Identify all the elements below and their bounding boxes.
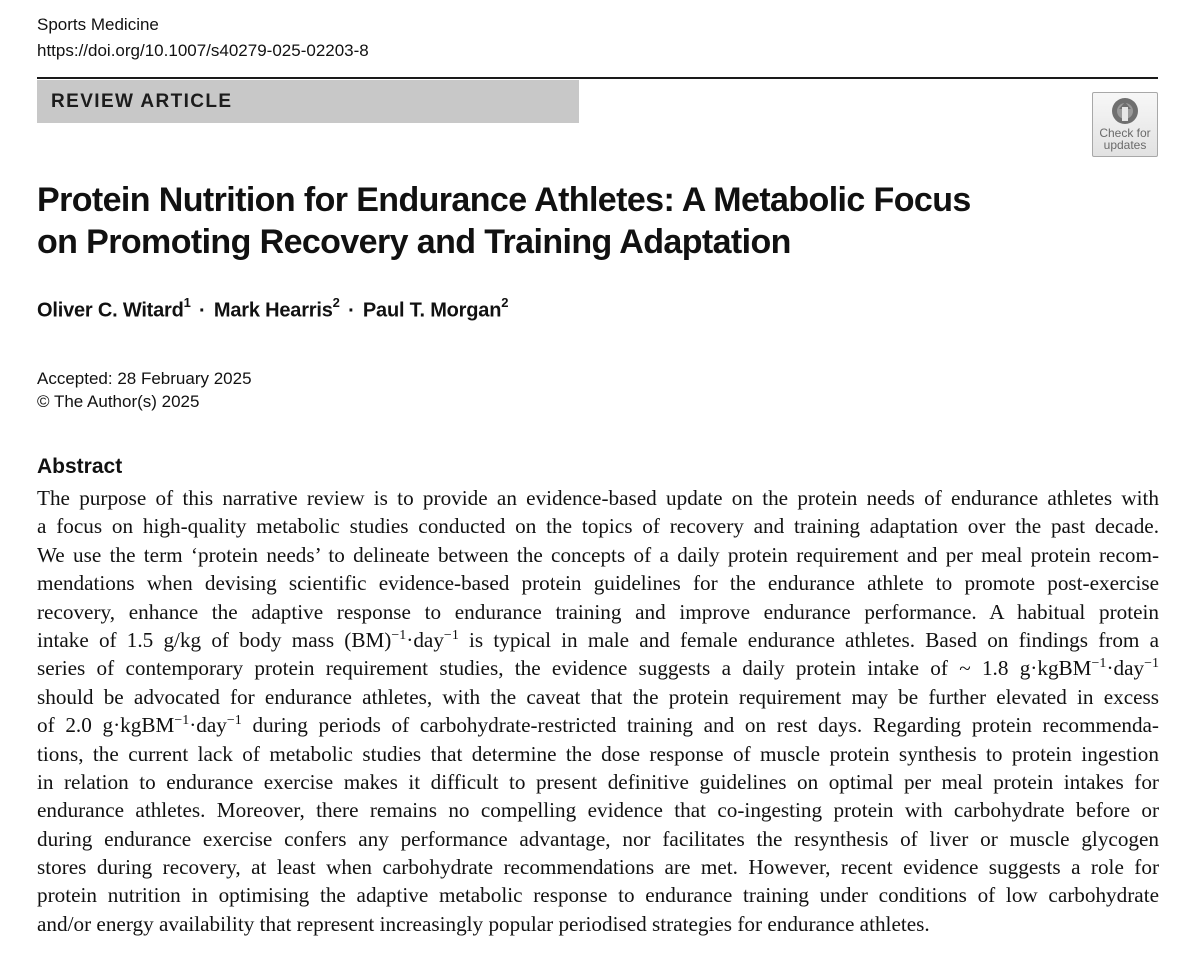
abstract-text-run: is typical in male and female endurance athletes. Based on findings from a bbox=[458, 627, 1159, 652]
abstract-text-run: and/or energy availability that represent increasingly popular periodised strategies for endurance athletes. bbox=[37, 911, 930, 936]
abstract-line bbox=[37, 683, 1159, 711]
author-separator: · bbox=[199, 299, 206, 322]
crossmark-icon bbox=[1108, 96, 1142, 126]
article-type-banner: REVIEW ARTICLE bbox=[37, 80, 579, 123]
superscript-exponent: −1 bbox=[1091, 656, 1107, 672]
abstract-line-text bbox=[37, 628, 1159, 652]
abstract-line-text bbox=[37, 742, 1159, 766]
abstract-line-text bbox=[37, 770, 1159, 794]
superscript-exponent: −1 bbox=[391, 627, 407, 643]
abstract-text-run: tions, the current lack of metabolic studies that determine the dose response of muscle protein synthesis to protein ingestion bbox=[37, 741, 1159, 766]
affiliation-marker[interactable]: 2 bbox=[332, 295, 340, 310]
affiliation-marker[interactable]: 1 bbox=[183, 295, 191, 310]
check-for-updates-label: Check for updates bbox=[1099, 126, 1151, 152]
header-rule bbox=[37, 77, 1158, 79]
affiliation-marker[interactable]: 2 bbox=[501, 295, 509, 310]
abstract-text-run: series of contemporary protein requirement studies, the evidence suggests a daily protein intake of ~ 1.8 g·kgBM bbox=[37, 656, 1092, 681]
author-name[interactable]: Paul T. Morgan bbox=[362, 299, 502, 322]
abstract-line-text bbox=[37, 656, 1159, 680]
abstract-line-text bbox=[37, 543, 1159, 567]
abstract-text-run: stores during recovery, at least when carbohydrate recommendations are met. However, recent evidence suggests a role for bbox=[37, 855, 1159, 880]
abstract-text-run: should be advocated for endurance athletes, with the caveat that the protein requirement may be further elevated in excess bbox=[37, 684, 1159, 709]
author-name[interactable]: Oliver C. Witard bbox=[37, 299, 184, 322]
title-line: Protein Nutrition for Endurance Athletes: A Metabolic Focus bbox=[37, 181, 971, 219]
abstract-text-run: intake of 1.5 g/kg of body mass (BM) bbox=[37, 627, 392, 652]
abstract-line bbox=[37, 711, 1159, 739]
abstract-text-run: during periods of carbohydrate-restricted training and on rest days. Regarding protein recommenda- bbox=[241, 713, 1159, 738]
abstract-text-run: ·day bbox=[189, 713, 227, 738]
abstract-line bbox=[37, 654, 1159, 682]
author-name[interactable]: Mark Hearris bbox=[213, 299, 333, 322]
check-for-updates-badge[interactable] bbox=[1092, 92, 1158, 157]
abstract-line bbox=[37, 569, 1159, 597]
abstract-line bbox=[37, 825, 1159, 853]
superscript-exponent: −1 bbox=[443, 627, 459, 643]
abstract-text-run: The purpose of this narrative review is to provide an evidence-based update on the protein needs of endurance athletes with bbox=[37, 486, 1159, 510]
abstract-text-run: endurance athletes. Moreover, there remains no compelling evidence that co-ingesting protein with carbohydrate before or bbox=[37, 798, 1159, 823]
abstract-text-run: during endurance exercise confers any performance advantage, nor facilitates the resynthesis of liver or muscle glycogen bbox=[37, 826, 1159, 851]
abstract-text-run: in relation to endurance exercise makes it difficult to present definitive guidelines on optimal per meal protein intakes for bbox=[37, 769, 1159, 794]
abstract-text-run: recovery, enhance the adaptive response to endurance training and improve endurance performance. A habitual protein bbox=[37, 599, 1159, 624]
accepted-date: Accepted: 28 February 2025 bbox=[37, 369, 252, 388]
abstract-line bbox=[37, 853, 1159, 881]
author-separator: · bbox=[348, 299, 355, 322]
copyright-notice: © The Author(s) 2025 bbox=[37, 392, 200, 411]
journal-name: Sports Medicine bbox=[37, 15, 159, 34]
abstract-line-text bbox=[37, 912, 930, 936]
abstract-line bbox=[37, 598, 1159, 626]
article-title bbox=[37, 179, 1037, 263]
abstract-line bbox=[37, 626, 1159, 654]
abstract-line bbox=[37, 796, 1159, 824]
abstract-line bbox=[37, 541, 1159, 569]
abstract-line bbox=[37, 512, 1159, 540]
abstract-line-text bbox=[37, 685, 1159, 709]
superscript-exponent: −1 bbox=[1144, 656, 1159, 672]
abstract-line-text bbox=[37, 600, 1159, 624]
abstract-text-run: We use the term ‘protein needs’ to delineate between the concepts of a daily protein requirement and per meal protein recom- bbox=[37, 542, 1159, 567]
abstract-line-text bbox=[37, 798, 1159, 822]
doi-link[interactable]: https://doi.org/10.1007/s40279-025-02203-8 bbox=[37, 41, 369, 60]
abstract-line-text bbox=[37, 486, 1159, 510]
abstract-text-run: protein nutrition in optimising the adaptive metabolic response to endurance training under conditions of low carbohydrate bbox=[37, 883, 1159, 908]
abstract-text-run: mendations when devising scientific evidence-based protein guidelines for the endurance athlete to promote post-exercise bbox=[37, 571, 1159, 596]
abstract-text-run: a focus on high-quality metabolic studies conducted on the topics of recovery and training adaptation over the past decade. bbox=[37, 514, 1159, 539]
abstract-text-run: ·day bbox=[1106, 656, 1145, 681]
abstract-line-text bbox=[37, 855, 1159, 879]
abstract-line-text bbox=[37, 827, 1159, 851]
abstract-line-text bbox=[37, 713, 1159, 737]
title-line: on Promoting Recovery and Training Adaptation bbox=[37, 223, 791, 261]
author-list bbox=[37, 297, 508, 323]
superscript-exponent: −1 bbox=[226, 713, 242, 729]
abstract-line bbox=[37, 740, 1159, 768]
abstract-line bbox=[37, 768, 1159, 796]
abstract-line bbox=[37, 484, 1159, 512]
abstract-line bbox=[37, 910, 1159, 938]
abstract-line-text bbox=[37, 571, 1159, 595]
abstract-line-text bbox=[37, 883, 1159, 907]
abstract-text-run: ·day bbox=[406, 627, 444, 652]
abstract-heading: Abstract bbox=[37, 455, 123, 478]
superscript-exponent: −1 bbox=[174, 713, 190, 729]
abstract-text bbox=[37, 484, 1159, 938]
abstract-text-run: of 2.0 g·kgBM bbox=[37, 713, 175, 738]
abstract-line-text bbox=[37, 514, 1159, 538]
abstract-line bbox=[37, 881, 1159, 909]
